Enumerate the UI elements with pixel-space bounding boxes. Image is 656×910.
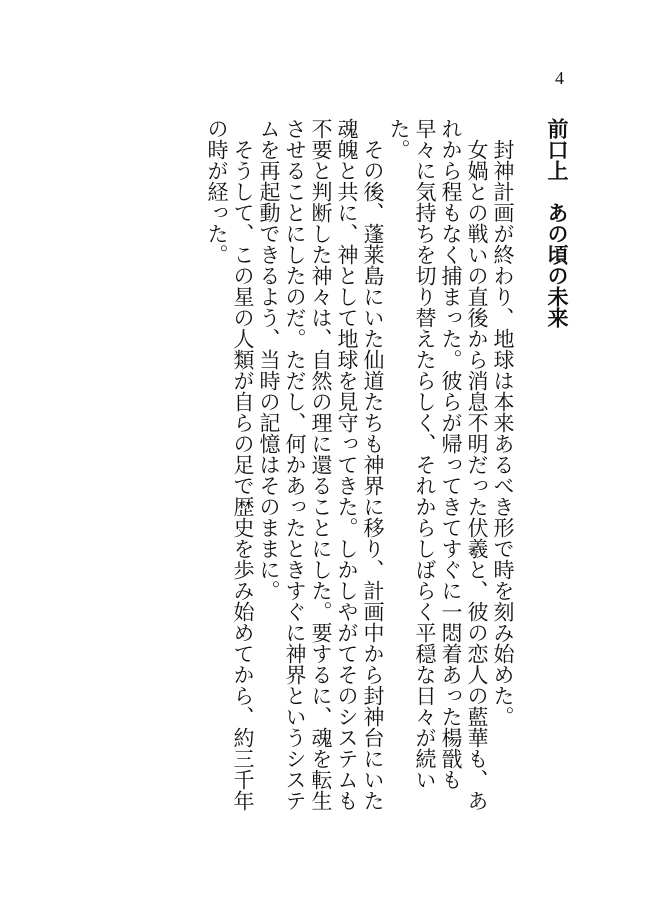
paragraph-4: そうして、この星の人類が自らの足で歴史を歩み始めてから、約三千年の時が経った。 [205,118,255,811]
paragraph-2: 女媧との戦いの直後から消息不明だった伏羲と、彼の恋人の藍華も、あれから程もなく捕まった。彼らが帰ってきてすぐに一悶着あった楊戩も早々に気持ちを切り替えたらしく、それからしばらく平穏な日々が続いた。 [387,118,489,811]
page-number: 4 [555,68,564,88]
paragraph-3: その後、蓬莱島にいた仙道たちも神界に移り、計画中から封神台にいた魂魄と共に、神として地球を見守ってきた。しかしやがてそのシステムも不要と判断した神々は、自然の理に還ることにした。要するに、魂を転生させることにしたのだ。ただし、何かあったときすぐに神界というシステムを再起動できるよう、当時の記憶はそのままに。 [257,118,385,811]
vertical-text-block [204,118,570,818]
chapter-title: 前口上 あの頃の未来 [545,118,569,328]
paragraph-1: 封神計画が終わり、地球は本来あるべき形で時を刻み始めた。 [491,139,515,727]
